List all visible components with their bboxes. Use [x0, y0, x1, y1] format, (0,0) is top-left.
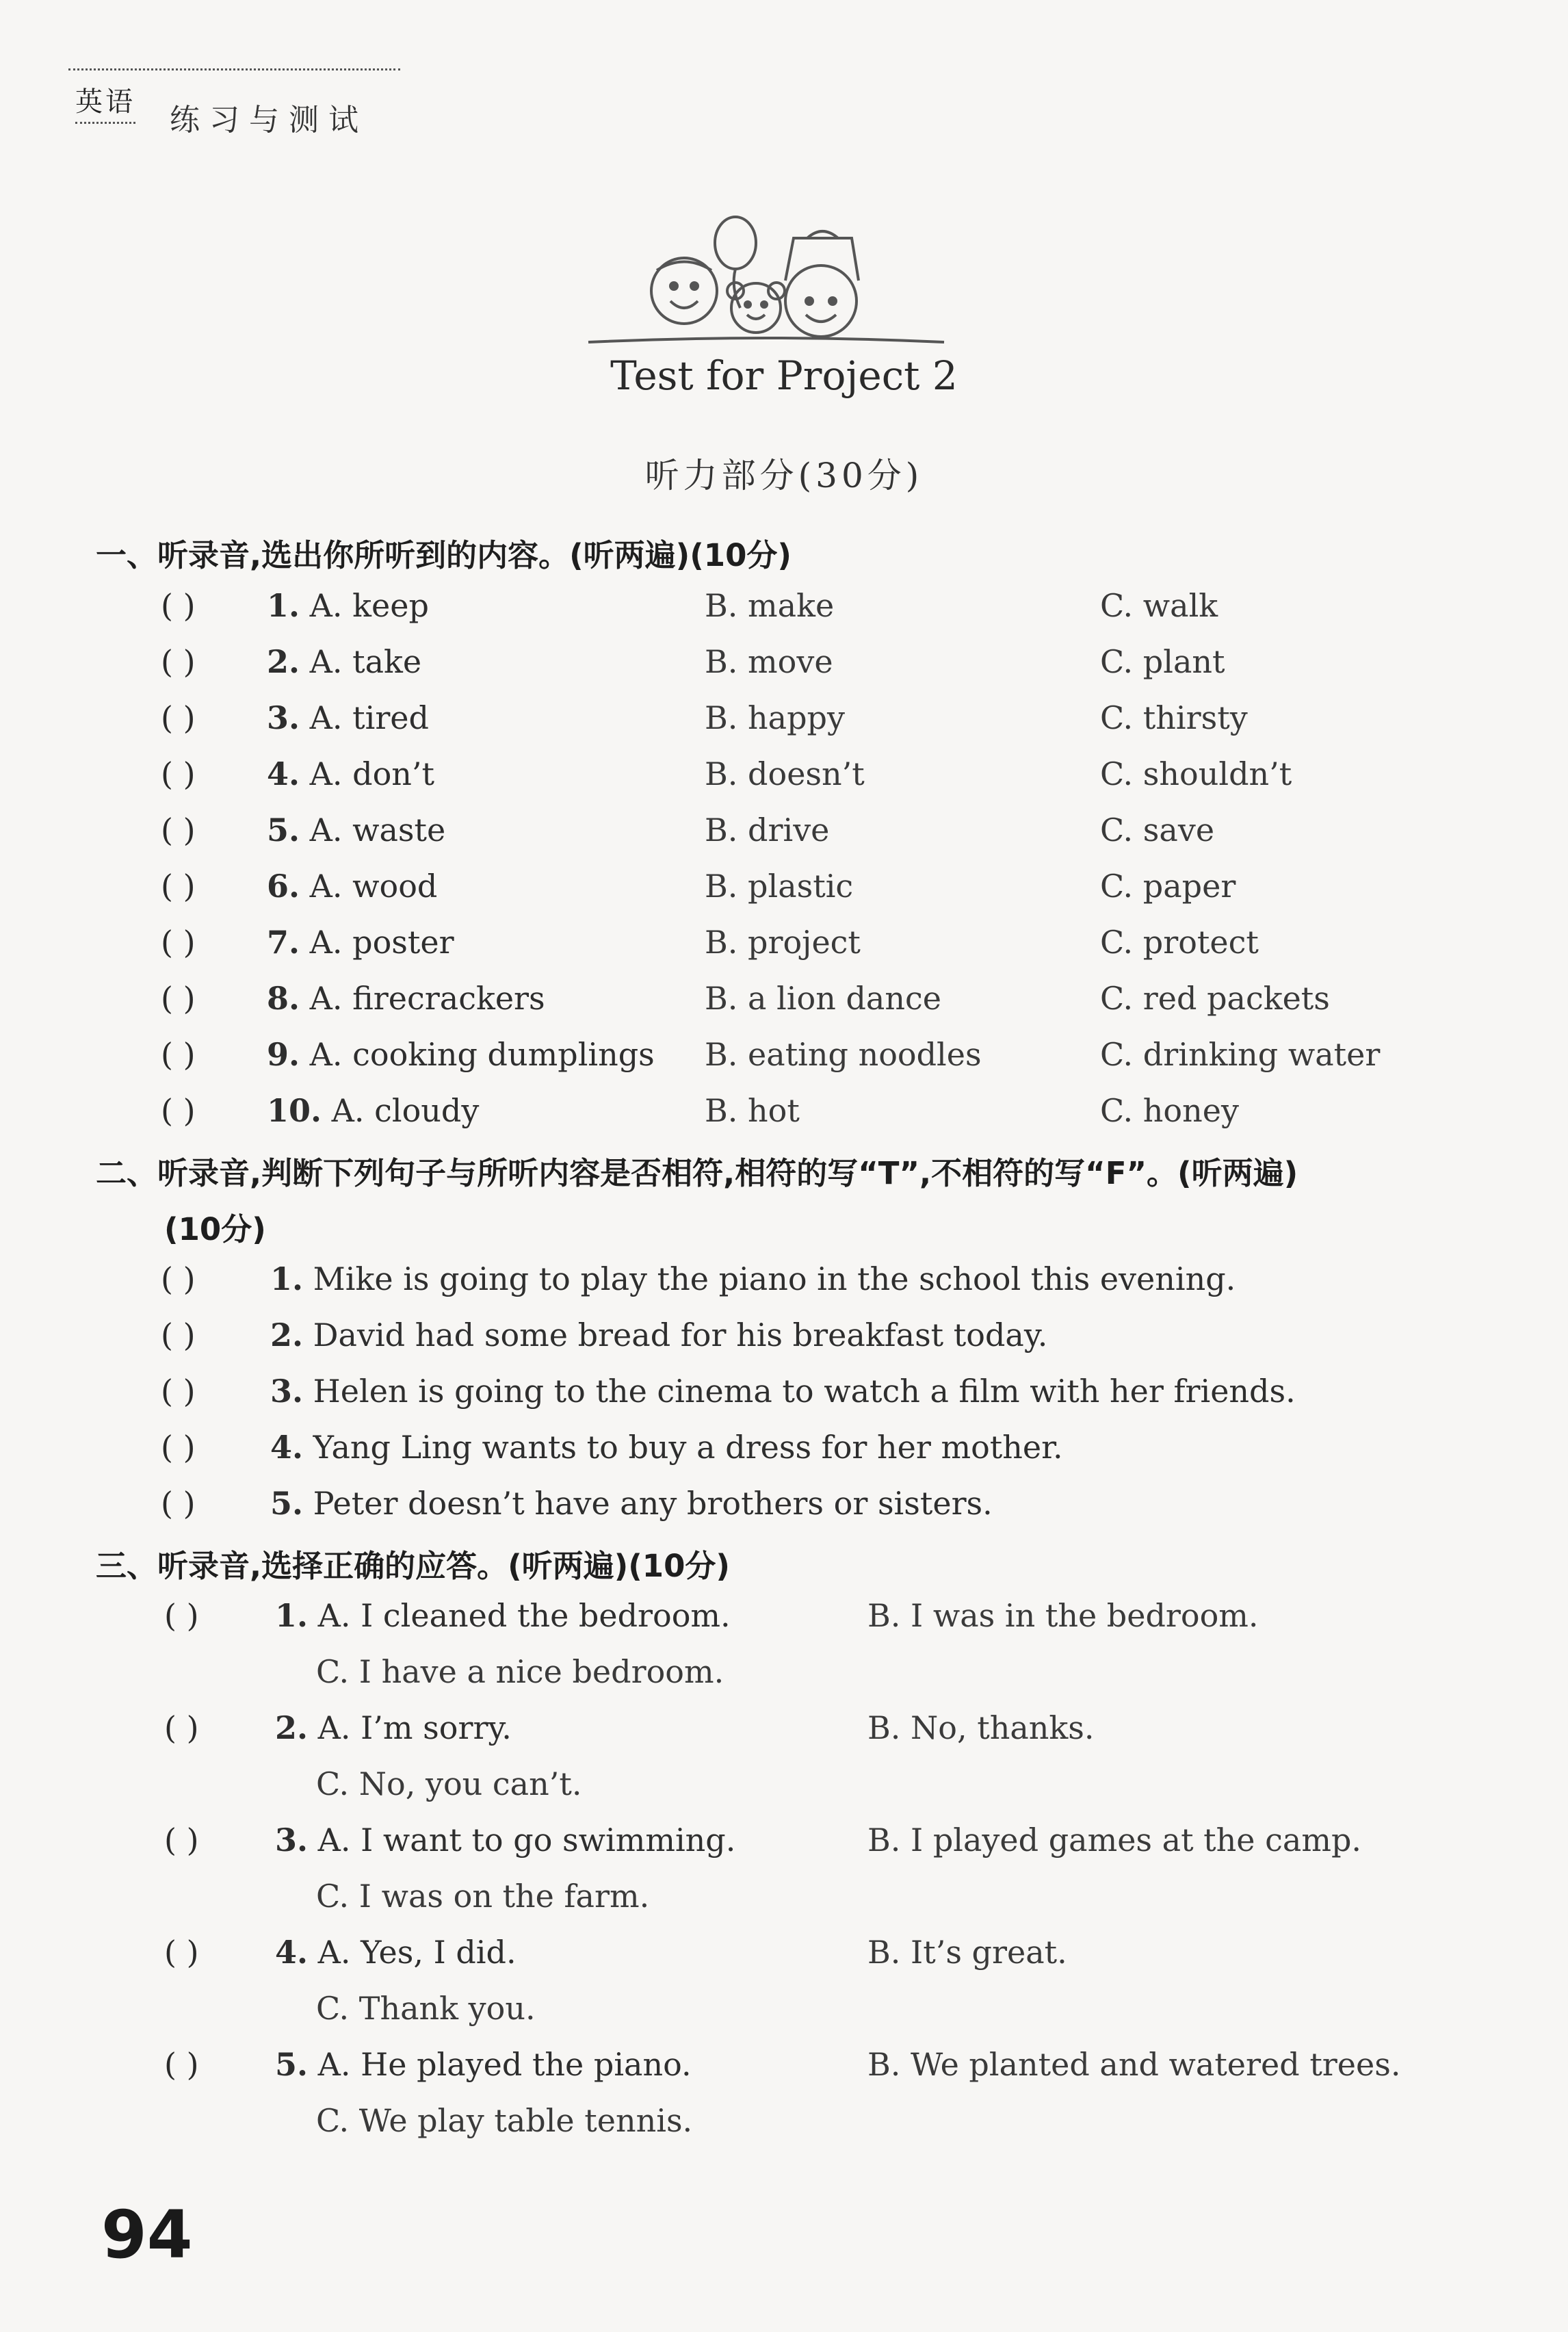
option-b: B. make — [705, 587, 835, 624]
answer-blank[interactable]: ( ) — [161, 812, 196, 848]
list-item — [0, 1317, 1568, 1358]
list-item — [0, 1092, 1568, 1133]
option-a: A. cloudy — [331, 1092, 480, 1129]
list-item — [0, 699, 1568, 740]
option-c: C. plant — [1100, 643, 1225, 680]
question-number: 2. — [267, 643, 300, 680]
option-b: B. It’s great. — [867, 1934, 1067, 1971]
answer-blank[interactable]: ( ) — [164, 2046, 199, 2083]
option-b: B. a lion dance — [705, 980, 941, 1017]
option-a: A. take — [309, 643, 422, 680]
statement-text: David had some bread for his breakfast today. — [313, 1317, 1048, 1353]
option-a: A. don’t — [309, 755, 434, 792]
question-number: 9. — [267, 1036, 300, 1073]
answer-blank[interactable]: ( ) — [164, 1934, 199, 1971]
statement-text: Yang Ling wants to buy a dress for her mother. — [313, 1429, 1063, 1466]
option-c: C. red packets — [1100, 980, 1330, 1017]
statement-text: Peter doesn’t have any brothers or sisters. — [313, 1485, 993, 1522]
answer-blank[interactable]: ( ) — [161, 699, 196, 736]
option-c: C. honey — [1100, 1092, 1239, 1129]
answer-blank[interactable]: ( ) — [161, 868, 196, 905]
answer-blank[interactable]: ( ) — [164, 1597, 199, 1634]
list-item — [0, 2046, 1568, 2149]
book-header — [68, 68, 400, 139]
option-b: B. hot — [705, 1092, 800, 1129]
option-c: C. drinking water — [1100, 1036, 1381, 1073]
question-number: 2. — [270, 1317, 304, 1353]
statement-text: Mike is going to play the piano in the school this evening. — [313, 1260, 1236, 1297]
option-a: A. firecrackers — [309, 980, 545, 1017]
statement-text: Helen is going to the cinema to watch a film with her friends. — [313, 1373, 1296, 1410]
option-b: B. drive — [705, 812, 830, 848]
children-balloon-illustration — [582, 205, 951, 349]
list-item — [0, 868, 1568, 909]
option-a: A. keep — [309, 587, 429, 624]
option-a: A. waste — [309, 812, 446, 848]
option-b: B. I was in the bedroom. — [867, 1597, 1259, 1634]
option-a: A. Yes, I did. — [317, 1934, 517, 1971]
option-b: B. move — [705, 643, 833, 680]
answer-blank[interactable]: ( ) — [161, 1260, 196, 1297]
section-2-heading: 二、听录音,判断下列句子与所听内容是否相符,相符的写“T”,不相符的写“F”。(听两遍) — [96, 1155, 1298, 1191]
question-number: 5. — [270, 1485, 304, 1522]
answer-blank[interactable]: ( ) — [161, 1092, 196, 1129]
option-c: C. save — [1100, 812, 1215, 848]
section-3-heading: 三、听录音,选择正确的应答。(听两遍)(10分) — [96, 1548, 730, 1584]
option-c: C. I have a nice bedroom. — [316, 1653, 724, 1690]
option-a: A. He played the piano. — [317, 2046, 692, 2083]
answer-blank[interactable]: ( ) — [161, 755, 196, 792]
answer-blank[interactable]: ( ) — [164, 1822, 199, 1858]
book-subject-label: 英语 — [75, 80, 135, 124]
option-a: A. I cleaned the bedroom. — [317, 1597, 731, 1634]
list-item — [0, 1260, 1568, 1301]
answer-blank[interactable]: ( ) — [161, 1036, 196, 1073]
list-item — [0, 1934, 1568, 2036]
option-a: A. poster — [309, 924, 454, 961]
list-item — [0, 1429, 1568, 1470]
option-a: A. wood — [309, 868, 438, 905]
list-item — [0, 643, 1568, 684]
question-number: 1. — [267, 587, 300, 624]
question-number: 1. — [275, 1597, 309, 1634]
option-c: C. paper — [1100, 868, 1236, 905]
answer-blank[interactable]: ( ) — [161, 587, 196, 624]
question-number: 2. — [275, 1709, 309, 1746]
list-item — [0, 924, 1568, 965]
answer-blank[interactable]: ( ) — [161, 1429, 196, 1466]
section-2-heading-score: (10分) — [164, 1211, 266, 1247]
answer-blank[interactable]: ( ) — [161, 643, 196, 680]
page-number: 94 — [101, 2197, 193, 2273]
option-b: B. project — [705, 924, 861, 961]
option-c: C. I was on the farm. — [316, 1878, 650, 1915]
listening-part-title: 听力部分(30分) — [644, 456, 924, 495]
question-number: 7. — [267, 924, 300, 961]
list-item — [0, 755, 1568, 796]
option-c: C. walk — [1100, 587, 1218, 624]
list-item — [0, 1822, 1568, 1924]
option-a: A. I’m sorry. — [317, 1709, 512, 1746]
option-b: B. eating noodles — [705, 1036, 982, 1073]
section-1-heading: 一、听录音,选出你所听到的内容。(听两遍)(10分) — [96, 537, 792, 573]
answer-blank[interactable]: ( ) — [161, 924, 196, 961]
question-number: 4. — [267, 755, 300, 792]
answer-blank[interactable]: ( ) — [161, 1373, 196, 1410]
answer-blank[interactable]: ( ) — [161, 1317, 196, 1353]
answer-blank[interactable]: ( ) — [161, 980, 196, 1017]
option-b: B. I played games at the camp. — [867, 1822, 1362, 1858]
option-b: B. We planted and watered trees. — [867, 2046, 1401, 2083]
list-item — [0, 1597, 1568, 1700]
option-c: C. No, you can’t. — [316, 1765, 582, 1802]
question-number: 3. — [270, 1373, 304, 1410]
answer-blank[interactable]: ( ) — [161, 1485, 196, 1522]
list-item — [0, 587, 1568, 628]
option-c: C. protect — [1100, 924, 1259, 961]
option-c: C. Thank you. — [316, 1990, 536, 2027]
question-number: 6. — [267, 868, 300, 905]
question-number: 5. — [275, 2046, 309, 2083]
question-number: 10. — [267, 1092, 322, 1129]
option-b: B. doesn’t — [705, 755, 865, 792]
option-b: B. plastic — [705, 868, 854, 905]
question-number: 4. — [275, 1934, 309, 1971]
list-item — [0, 980, 1568, 1021]
question-number: 3. — [267, 699, 300, 736]
list-item — [0, 1709, 1568, 1812]
book-series-title: 练习与测试 — [170, 103, 368, 138]
list-item — [0, 812, 1568, 853]
option-c: C. We play table tennis. — [316, 2102, 693, 2139]
option-b: B. happy — [705, 699, 845, 736]
question-number: 1. — [270, 1260, 304, 1297]
question-number: 5. — [267, 812, 300, 848]
option-a: A. I want to go swimming. — [317, 1822, 736, 1858]
list-item — [0, 1485, 1568, 1526]
option-b: B. No, thanks. — [867, 1709, 1095, 1746]
option-a: A. tired — [309, 699, 429, 736]
list-item — [0, 1373, 1568, 1414]
test-title: Test for Project 2 — [610, 352, 958, 399]
question-number: 3. — [275, 1822, 309, 1858]
answer-blank[interactable]: ( ) — [164, 1709, 199, 1746]
list-item — [0, 1036, 1568, 1077]
option-c: C. thirsty — [1100, 699, 1248, 736]
option-a: A. cooking dumplings — [309, 1036, 655, 1073]
question-number: 4. — [270, 1429, 304, 1466]
question-number: 8. — [267, 980, 300, 1017]
option-c: C. shouldn’t — [1100, 755, 1292, 792]
